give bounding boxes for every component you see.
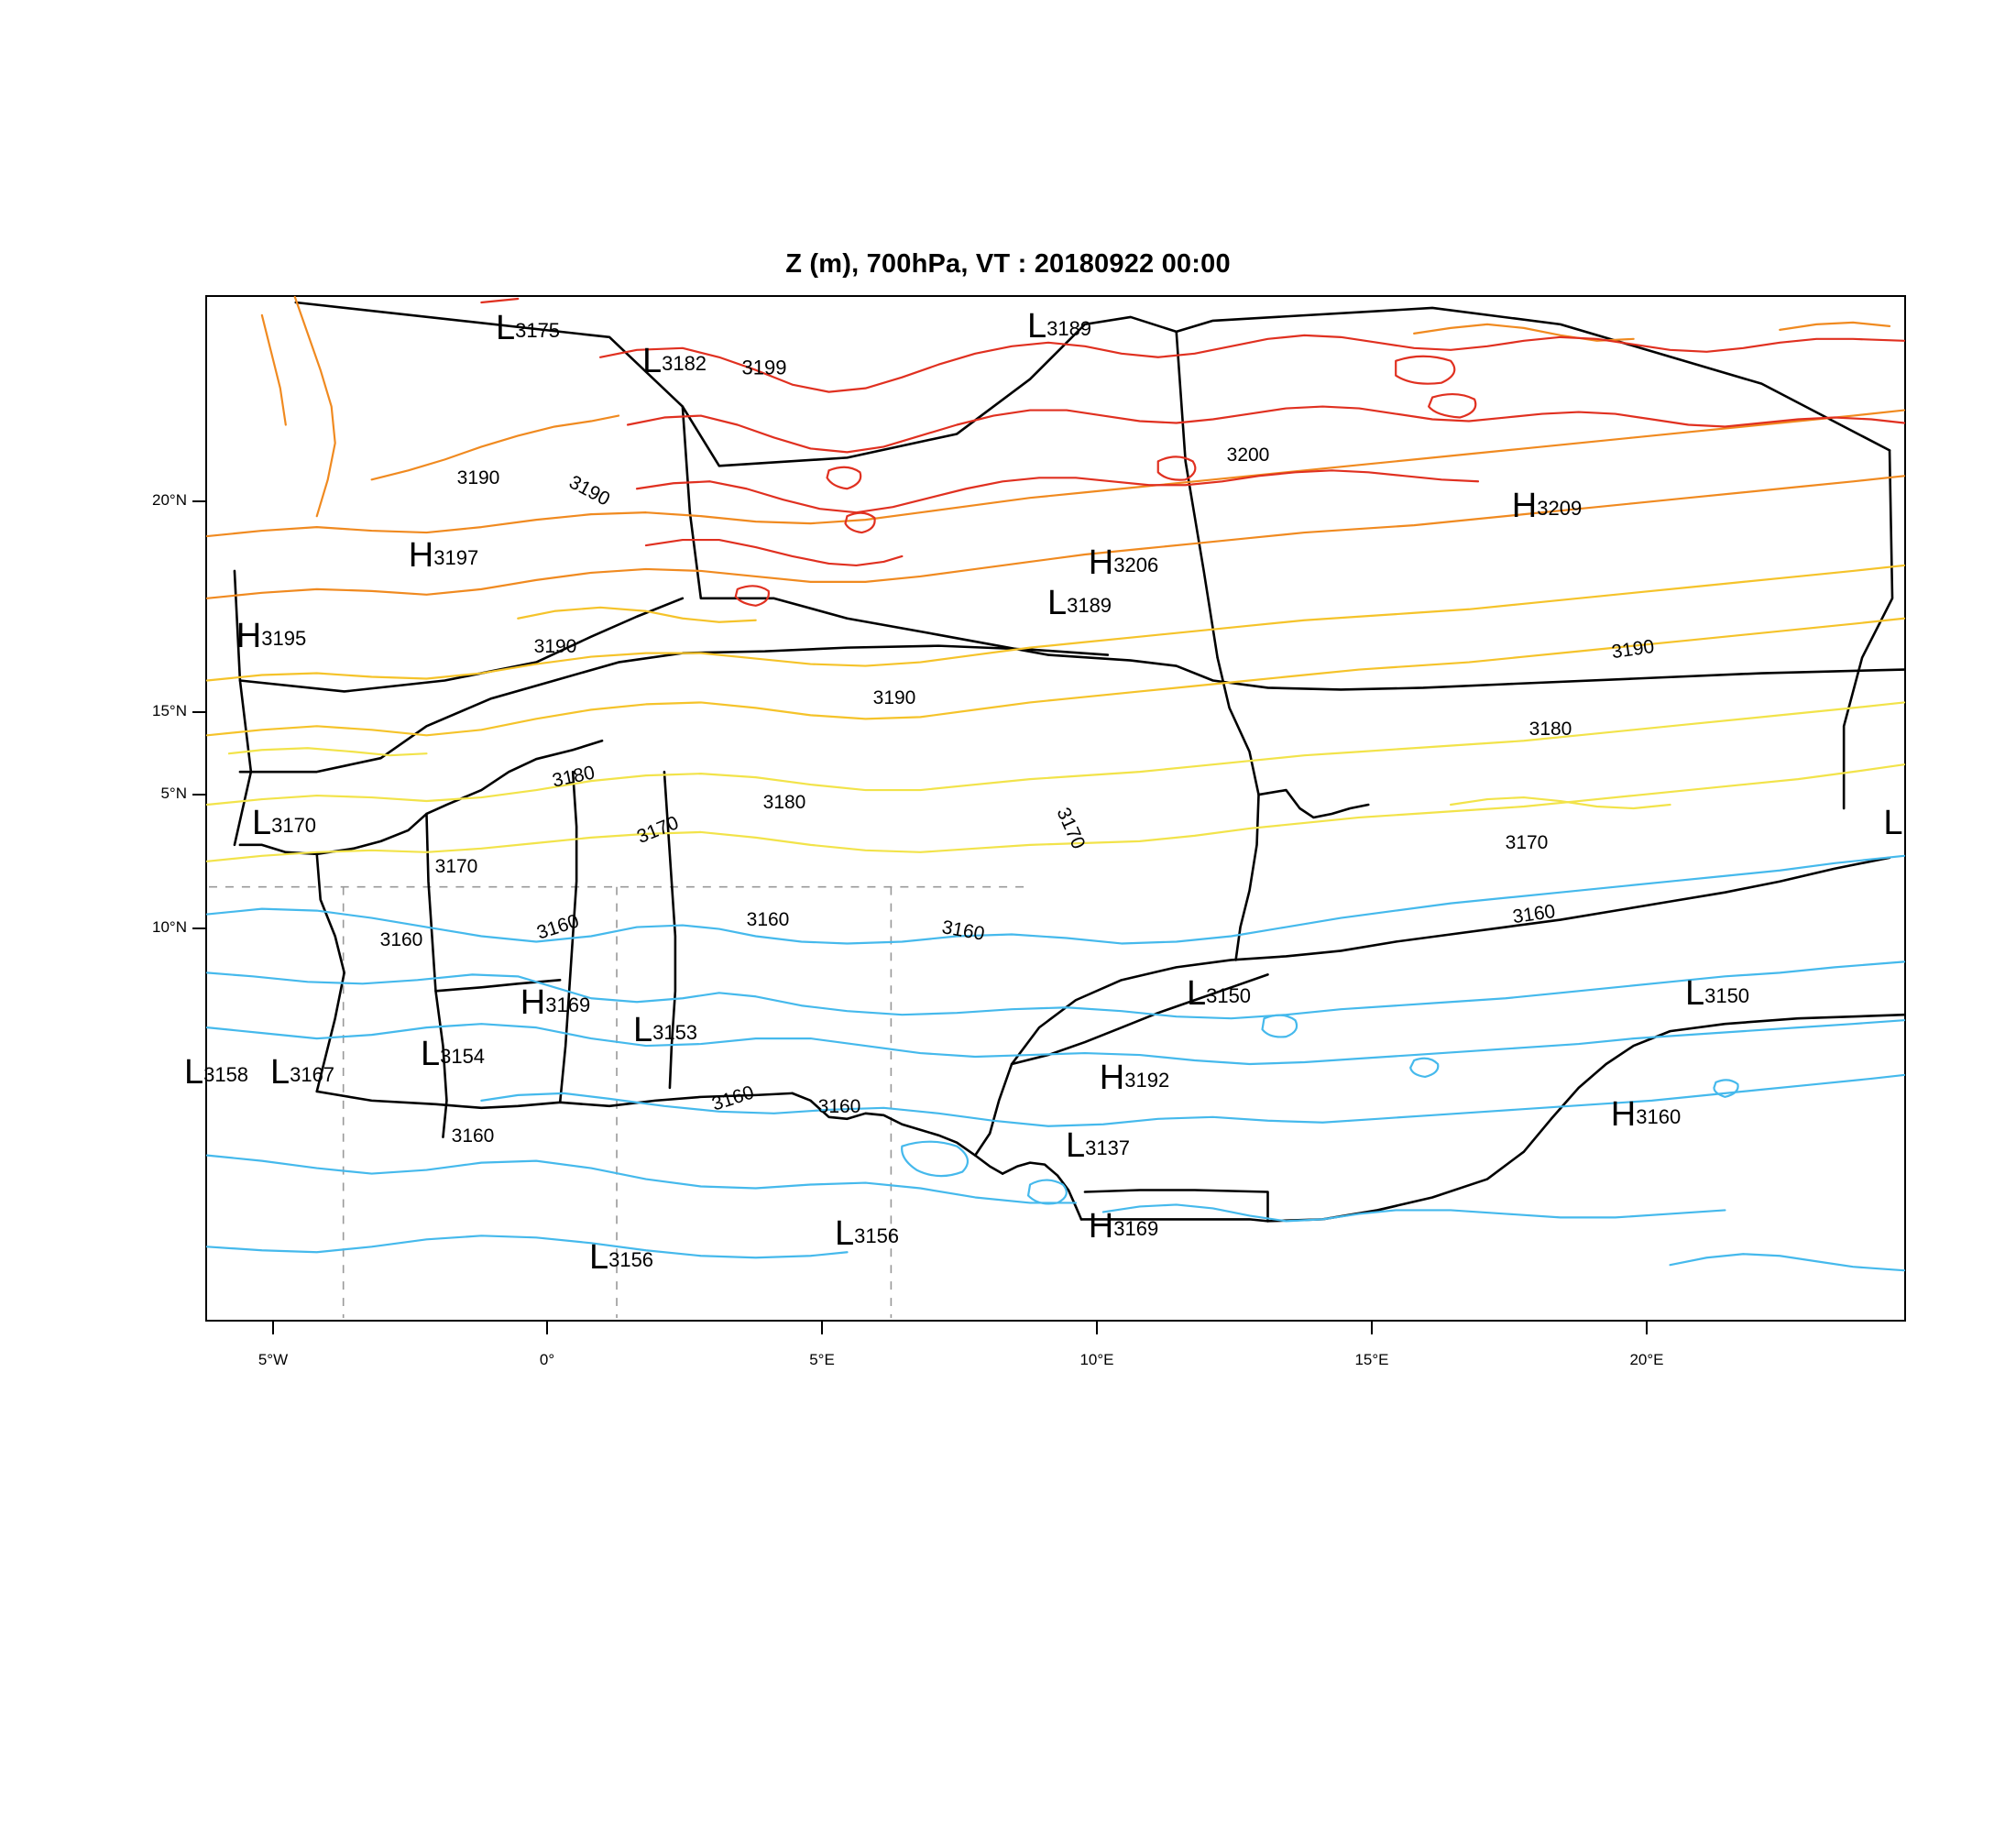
extremum-marker xyxy=(184,1055,248,1090)
extremum-type: L xyxy=(1186,974,1207,1013)
contour-label: 3160 xyxy=(746,909,790,930)
page-title: Z (m), 700hPa, VT : 20180922 00:00 xyxy=(785,249,1231,279)
contour-label: 3170 xyxy=(1052,804,1090,852)
contour-label: 3190 xyxy=(1610,635,1656,664)
extremum-type: H xyxy=(520,983,546,1022)
extremum-value: 3156 xyxy=(854,1224,900,1247)
extremum-value: 3192 xyxy=(1124,1069,1170,1092)
x-tick-mark xyxy=(1096,1322,1098,1334)
extremum-value: 3153 xyxy=(652,1021,698,1044)
coastline-and-borders xyxy=(235,302,1904,1221)
contour-label: 3160 xyxy=(817,1096,861,1117)
extremum-value: 3169 xyxy=(545,993,591,1016)
extremum-marker xyxy=(589,1240,653,1275)
x-tick-label: 0° xyxy=(539,1351,555,1368)
extremum-type: L xyxy=(1883,804,1903,842)
extremum-type: H xyxy=(1088,1207,1114,1246)
extremum-type: L xyxy=(1684,974,1705,1013)
y-tick-mark xyxy=(192,794,205,796)
y-tick-mark xyxy=(192,500,205,502)
extremum-type: H xyxy=(1511,487,1538,525)
extremum-marker xyxy=(633,1013,697,1048)
extremum-value: 3160 xyxy=(1636,1105,1682,1128)
extremum-value: 3158 xyxy=(203,1063,249,1086)
contour-label: 3160 xyxy=(451,1125,495,1147)
x-tick-mark xyxy=(821,1322,823,1334)
extremum-marker xyxy=(1611,1097,1681,1132)
extremum-type: L xyxy=(1026,307,1047,346)
y-tick-label: 10°N xyxy=(152,918,187,936)
contour-label: 3190 xyxy=(533,636,577,657)
extremum-marker xyxy=(421,1037,485,1071)
contour-label: 3170 xyxy=(633,812,682,848)
x-tick-label: 10°E xyxy=(1079,1351,1114,1368)
extremum-marker xyxy=(1187,976,1251,1011)
extremum-type: H xyxy=(1099,1059,1125,1097)
extremum-marker xyxy=(1089,545,1158,580)
x-tick-mark xyxy=(1371,1322,1373,1334)
x-tick-mark xyxy=(546,1322,548,1334)
extremum-value: 3150 xyxy=(1206,984,1252,1007)
extremum-marker xyxy=(1047,586,1112,620)
extremum-value: 3206 xyxy=(1113,554,1159,576)
contour-label: 3190 xyxy=(872,687,916,708)
extremum-marker xyxy=(1685,976,1749,1011)
extremum-type: L xyxy=(632,1011,653,1049)
contour-label: 3160 xyxy=(1511,900,1557,928)
contour-label: 3160 xyxy=(534,910,582,944)
contour-label: 3180 xyxy=(762,792,806,813)
x-tick-label: 20°E xyxy=(1629,1351,1664,1368)
extremum-type: L xyxy=(834,1214,855,1253)
extremum-value: 3197 xyxy=(433,546,479,569)
extremum-marker xyxy=(1066,1128,1130,1163)
extremum-type: L xyxy=(641,342,663,380)
extremum-marker xyxy=(742,358,787,379)
extremum-value: 3167 xyxy=(290,1063,335,1086)
extremum-marker xyxy=(1027,309,1091,344)
contours-3170 xyxy=(207,702,1904,861)
extremum-marker xyxy=(520,985,590,1020)
x-tick-label: 5°W xyxy=(257,1351,289,1368)
contour-label: 3160 xyxy=(709,1081,757,1115)
extremum-marker xyxy=(1100,1060,1169,1095)
extremum-marker xyxy=(642,344,707,379)
contour-label: 3160 xyxy=(379,929,423,950)
extremum-type: H xyxy=(1610,1095,1637,1134)
extremum-marker xyxy=(1512,488,1582,523)
extremum-value: 3169 xyxy=(1113,1217,1159,1240)
extremum-marker xyxy=(835,1216,899,1251)
contour-label: 3170 xyxy=(434,856,478,877)
extremum-type: L xyxy=(183,1053,204,1092)
extremum-type: L xyxy=(495,309,516,347)
extremum-marker xyxy=(1883,806,1902,840)
extremum-value: 3209 xyxy=(1537,497,1583,520)
extremum-type: H xyxy=(1088,543,1114,582)
extremum-marker xyxy=(236,619,306,653)
contour-label: 3180 xyxy=(1528,719,1572,740)
extremum-value: 3154 xyxy=(440,1045,486,1068)
extremum-value: 3150 xyxy=(1704,984,1750,1007)
extremum-value: 3189 xyxy=(1046,317,1092,340)
extremum-type: H xyxy=(236,617,262,655)
extremum-marker xyxy=(270,1055,334,1090)
extremum-value: 3195 xyxy=(261,627,307,650)
extremum-type: L xyxy=(420,1035,441,1073)
contour-label: 3190 xyxy=(456,467,500,488)
extremum-marker xyxy=(409,538,478,573)
y-tick-label: 5°N xyxy=(160,785,187,802)
extremum-value: 3175 xyxy=(515,319,561,342)
contour-map-svg xyxy=(207,297,1904,1320)
y-tick-mark xyxy=(192,927,205,929)
extremum-value: 3156 xyxy=(608,1248,654,1271)
extremum-value: 3199 xyxy=(741,356,787,379)
extremum-marker xyxy=(1089,1209,1158,1244)
contour-label: 3190 xyxy=(565,471,614,510)
x-tick-mark xyxy=(1646,1322,1648,1334)
map-plot-area xyxy=(183,295,1906,1322)
extremum-type: H xyxy=(408,536,434,575)
extremum-value: 3182 xyxy=(662,352,707,375)
extremum-type: L xyxy=(269,1053,290,1092)
extremum-type: L xyxy=(588,1238,609,1277)
x-tick-mark xyxy=(272,1322,274,1334)
y-tick-label: 20°N xyxy=(152,491,187,509)
contour-label: 3170 xyxy=(1505,832,1549,853)
y-tick-mark xyxy=(192,711,205,713)
extremum-marker xyxy=(252,806,316,840)
extremum-value: 3170 xyxy=(271,814,317,837)
extremum-marker xyxy=(496,311,560,346)
contour-label: 3160 xyxy=(940,916,987,945)
contour-label: 3180 xyxy=(550,762,597,792)
x-tick-label: 5°E xyxy=(809,1351,835,1368)
contour-label: 3200 xyxy=(1226,445,1270,466)
extremum-type: L xyxy=(1046,584,1068,622)
extremum-type: L xyxy=(251,804,272,842)
extremum-value: 3137 xyxy=(1085,1136,1131,1159)
extremum-type: L xyxy=(1065,1126,1086,1165)
x-tick-label: 15°E xyxy=(1354,1351,1389,1368)
extremum-value: 3189 xyxy=(1067,594,1112,617)
y-tick-label: 15°N xyxy=(152,702,187,719)
